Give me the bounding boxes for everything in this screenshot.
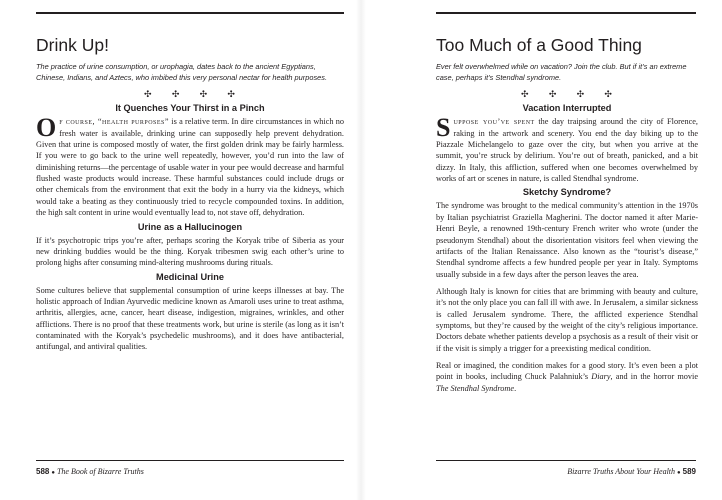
running-head: The Book of Bizarre Truths xyxy=(56,467,144,476)
right-page xyxy=(361,0,722,500)
bullet-separator: ● xyxy=(51,470,55,476)
top-rule xyxy=(36,12,344,14)
right-page-content xyxy=(436,34,698,394)
section-body: Although Italy is known for cities that are brimming with beauty and culture, it’s not the only place you can fall ill with awe. In Jerusalem, a similar sickness is called Jerusalem syndrome. There, the afflicted experience Stendhal symptoms, but they’re caused by the weight of the city’s religious importance. Doctors debate whether patients develop a psychosis as a result of their visit or if the visit is simply a trigger for a preexisting medical condition. xyxy=(436,286,698,353)
ornament-divider: ✣ ✣ ✣ ✣ xyxy=(144,89,244,100)
movie-title: The Stendhal Syndrome xyxy=(436,383,515,393)
lead-in: uppose you’ve spent xyxy=(453,117,535,127)
section-heading: Medicinal Urine xyxy=(156,271,224,282)
book-title: Diary xyxy=(591,372,611,382)
ornament-divider: ✣ ✣ ✣ ✣ xyxy=(521,89,621,100)
chapter-title: Too Much of a Good Thing xyxy=(436,35,642,55)
drop-cap: O xyxy=(36,113,57,143)
page-number: 588 xyxy=(36,467,50,476)
section-heading: Vacation Interrupted xyxy=(522,103,612,114)
bottom-rule xyxy=(436,460,696,461)
page-footer xyxy=(36,466,144,479)
running-head: Bizarre Truths About Your Health xyxy=(567,467,676,476)
lead-in: f course, “health purposes” xyxy=(59,117,170,127)
bottom-rule xyxy=(36,460,344,461)
left-page-content xyxy=(36,34,344,353)
page-footer xyxy=(567,466,696,479)
chapter-intro: The practice of urine consumption, or urophagia, dates back to the ancient Egyptians, Chinese, Indians, and Aztecs, who imbibed this very personal nectar for health purposes. xyxy=(36,62,327,83)
section-heading: Sketchy Syndrome? xyxy=(522,187,612,198)
section-heading: Urine as a Hallucinogen xyxy=(137,221,243,232)
section-body: The syndrome was brought to the medical community’s attention in the 1970s by Italian psychiatrist Graziella Magherini. The doctor named it after Marie-Henri Beyle, a renowned 19th-century French writer who wrote (under the pseudonym Stendhal) about the disorientation visitors feel when viewing the artifacts of the Italian Renaissance. Also known as the “tourist’s disease,” Stendhal syndrome affects a few hundred people per year in Italy. Symptoms usually subside in a few days after the person leaves the area. xyxy=(436,201,698,279)
body-text: the day traipsing around the city of Florence, raking in the artwork and scenery. You end the day biking up to the Piazzale Michelangelo to gaze over the city, but when you arrive at the summit, you’re struck by delirium. You’re out of breath, panicked, and a bit dizzy. In Italy, this affliction, suffered when one becomes overwhelmed by works of art or scenes in nature, is called Stendhal syndrome. xyxy=(436,117,698,184)
body-text: is a relative term. In dire circumstances in which no fresh water is available, drinking urine can supposedly help prevent dehydration. Given that urine is composed mostly of water, the first golden drink may be fairly harmless. If you were to go back to the urine well repeatedly, however, you’d run into the law of diminishing returns—the percentage of usable water in your pee would decrease and harmful flushed waste products would increase. These harmful substances could include drugs or other chemicals from the environment that exit the body in a hurry via the kidneys, which would take a beating as they continuously tried to recycle compounded toxins. In addition, the high salt content in urine would eventually lead to, not stave off, dehydration. xyxy=(36,117,344,218)
body-text: Real or imagined, the condition makes for a good story. It’s even been a plot point in books, including Chuck Palahniuk’s xyxy=(436,360,698,382)
drop-cap: S xyxy=(436,113,451,143)
body-text: , and in the horror movie xyxy=(610,372,698,382)
page-number: 589 xyxy=(682,467,696,476)
chapter-intro: Ever felt overwhelmed while on vacation? Join the club. But if it’s an extreme case, perhaps it’s Stendhal syndrome. xyxy=(436,62,687,83)
section-body: Some cultures believe that supplemental consumption of urine keeps illnesses at bay. The holistic approach of Indian Ayurvedic medicine known as Amaroli uses urine to treat asthma, arthritis, allergies, acne, cancer, heart disease, indigestion, migraines, wrinkles, and other afflictions. There is no proof that these treatments work, but urine is sterile (as long as it isn’t contaminated with the Koryak’s psychedelic mushrooms), and it does have antibacterial, antifungal, and antiviral qualities. xyxy=(36,285,344,352)
bullet-separator: ● xyxy=(677,470,681,476)
section-body xyxy=(36,113,344,218)
top-rule xyxy=(436,12,696,14)
section-body: If it’s psychotropic trips you’re after, perhaps scoring the Koryak tribe of Siberia as your new drinking buddies would be the thing. Koryak tribesmen swig each other’s urine to prolong highs after consuming mind-altering mushrooms during rituals. xyxy=(36,235,344,268)
section-body xyxy=(436,113,698,184)
chapter-title: Drink Up! xyxy=(36,35,109,55)
body-text: . xyxy=(514,383,517,393)
section-body xyxy=(436,360,698,394)
section-heading: It Quenches Your Thirst in a Pinch xyxy=(115,103,265,114)
